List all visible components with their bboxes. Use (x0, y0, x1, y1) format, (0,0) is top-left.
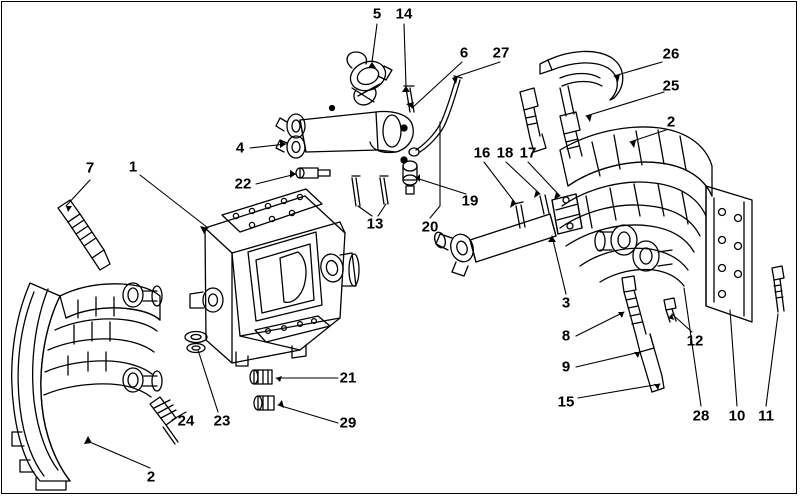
callout-29: 29 (339, 414, 357, 432)
right-lower-rods (622, 276, 664, 392)
callout-6: 6 (459, 44, 469, 62)
callout-21: 21 (339, 369, 357, 387)
callout-10: 10 (728, 407, 746, 425)
callout-23: 23 (213, 412, 231, 430)
fastener-29 (254, 396, 274, 410)
callout-22: 22 (234, 175, 252, 193)
bolt-24 (150, 397, 178, 444)
callout-26: 26 (662, 45, 680, 63)
center-link-shaft (433, 194, 582, 276)
fastener-21 (250, 370, 272, 384)
callout-19: 19 (461, 192, 479, 210)
callout-9: 9 (561, 358, 571, 376)
leader-arrowheads (66, 62, 674, 444)
callout-27: 27 (492, 44, 510, 62)
callout-13: 13 (366, 215, 384, 233)
right-curved-shoe (560, 127, 712, 286)
callout-2-left: 2 (146, 468, 156, 486)
left-curved-shoe (12, 283, 162, 490)
callout-8: 8 (561, 327, 571, 345)
callout-16: 16 (473, 144, 491, 162)
bolt-11 (772, 266, 784, 312)
callout-2-right: 2 (666, 113, 676, 131)
callout-15: 15 (557, 393, 575, 411)
center-main-housing (190, 189, 359, 366)
callout-1: 1 (128, 158, 138, 176)
upper-arm-assembly (276, 52, 462, 206)
callout-12: 12 (686, 332, 704, 350)
callout-17: 17 (519, 144, 537, 162)
studs-16-18 (514, 195, 549, 228)
callout-11: 11 (758, 407, 774, 425)
washer-stack-23 (185, 332, 207, 353)
callout-28: 28 (692, 407, 710, 425)
right-flat-plate (706, 186, 752, 322)
callout-25: 25 (662, 77, 680, 95)
callout-14: 14 (395, 5, 413, 23)
callout-5: 5 (372, 5, 382, 23)
callout-7: 7 (85, 159, 95, 177)
callout-18: 18 (496, 144, 514, 162)
callout-24: 24 (177, 412, 195, 430)
callout-3: 3 (561, 294, 571, 312)
callout-20: 20 (421, 218, 439, 236)
callout-4: 4 (235, 139, 245, 157)
hydraulic-hose-assembly (520, 51, 623, 158)
left-rods-7 (58, 200, 110, 270)
